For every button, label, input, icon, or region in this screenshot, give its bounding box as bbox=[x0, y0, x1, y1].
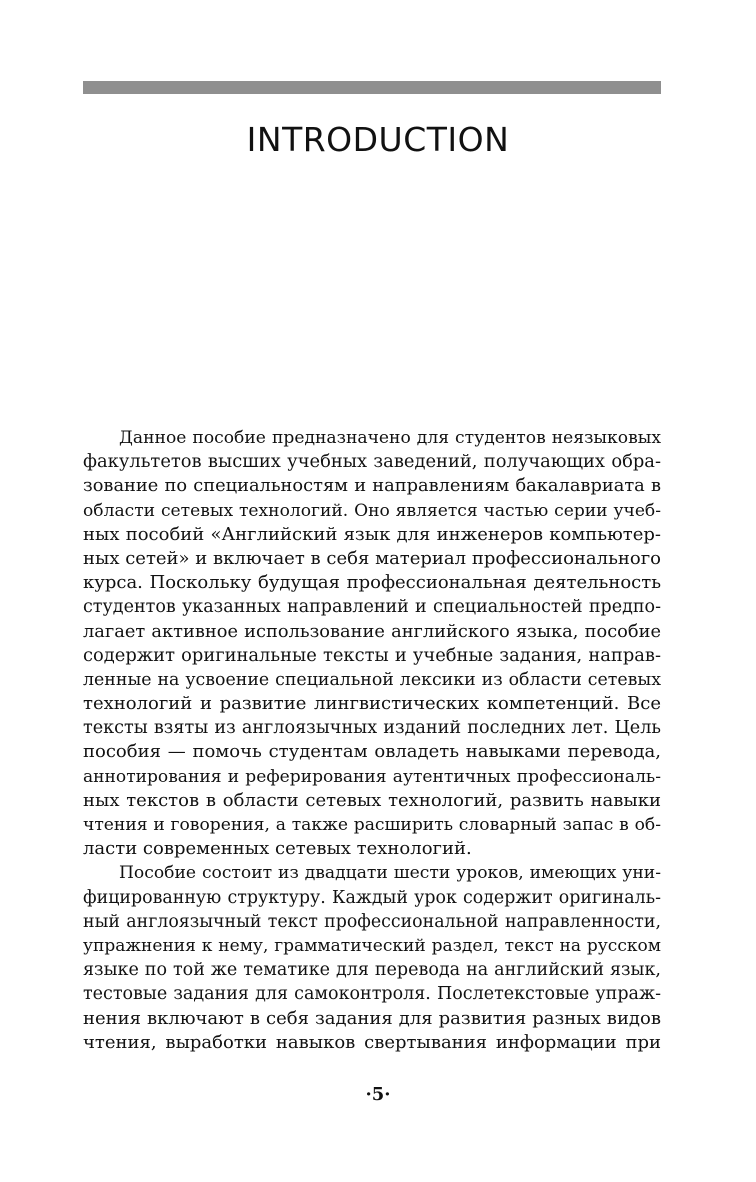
text-line: курса. Поскольку будущая профессиональная деятельность bbox=[83, 572, 661, 594]
text-line: факультетов высших учебных заведений, получающих обра- bbox=[83, 451, 661, 473]
text-line: содержит оригинальные тексты и учебные задания, направ- bbox=[83, 644, 661, 666]
text-line: языке по той же тематике для перевода на английский язык, bbox=[83, 960, 661, 981]
paragraph-2 bbox=[83, 861, 661, 1055]
text-line: пособия — помочь студентам овладеть навыками перевода, bbox=[83, 741, 661, 763]
paragraph-1 bbox=[83, 426, 661, 861]
text-line: зование по специальностям и направлениям бакалавриата в bbox=[83, 475, 661, 497]
body-text bbox=[83, 426, 661, 1055]
text-line: чтения, выработки навыков свертывания информации при bbox=[83, 1031, 661, 1053]
text-line: нения включают в себя задания для развития разных видов bbox=[83, 1007, 661, 1029]
text-line: ный англоязычный текст профессиональной направленности, bbox=[83, 911, 661, 932]
text-line: Данное пособие предназначено для студентов неязыковых bbox=[119, 428, 661, 448]
header-rule bbox=[83, 81, 661, 94]
text-line: студентов указанных направлений и специальностей предпо- bbox=[83, 597, 661, 618]
chapter-title: INTRODUCTION bbox=[246, 120, 510, 159]
text-line: ных сетей» и включает в себя материал профессионального bbox=[83, 547, 661, 569]
page-number: ·5· bbox=[365, 1084, 391, 1105]
text-line: технологий и развитие лингвистических компетенций. Все bbox=[83, 693, 661, 715]
text-line: аннотирования и реферирования аутентичных профессиональ- bbox=[83, 766, 661, 787]
text-line: ленные на усвоение специальной лексики из области сетевых bbox=[83, 669, 661, 690]
text-line: тестовые задания для самоконтроля. Послетекстовые упраж- bbox=[83, 984, 661, 1005]
text-line: упражнения к нему, грамматический раздел, текст на русском bbox=[83, 935, 661, 956]
text-line: тексты взяты из англоязычных изданий последних лет. Цель bbox=[83, 718, 661, 739]
text-line: Пособие состоит из двадцати шести уроков, имеющих уни- bbox=[119, 863, 661, 884]
text-line: фицированную структуру. Каждый урок содержит оригиналь- bbox=[83, 887, 661, 908]
text-line: чтения и говорения, а также расширить словарный запас в об- bbox=[83, 815, 661, 835]
text-line: лагает активное использование английского языка, пособие bbox=[83, 620, 661, 642]
text-line: ных пособий «Английский язык для инженеров компьютер- bbox=[83, 523, 661, 545]
text-line: ных текстов в области сетевых технологий, развить навыки bbox=[83, 789, 661, 811]
text-line: области сетевых технологий. Оно является частью серии учеб- bbox=[83, 500, 661, 521]
text-line: ласти современных сетевых технологий. bbox=[83, 838, 472, 860]
